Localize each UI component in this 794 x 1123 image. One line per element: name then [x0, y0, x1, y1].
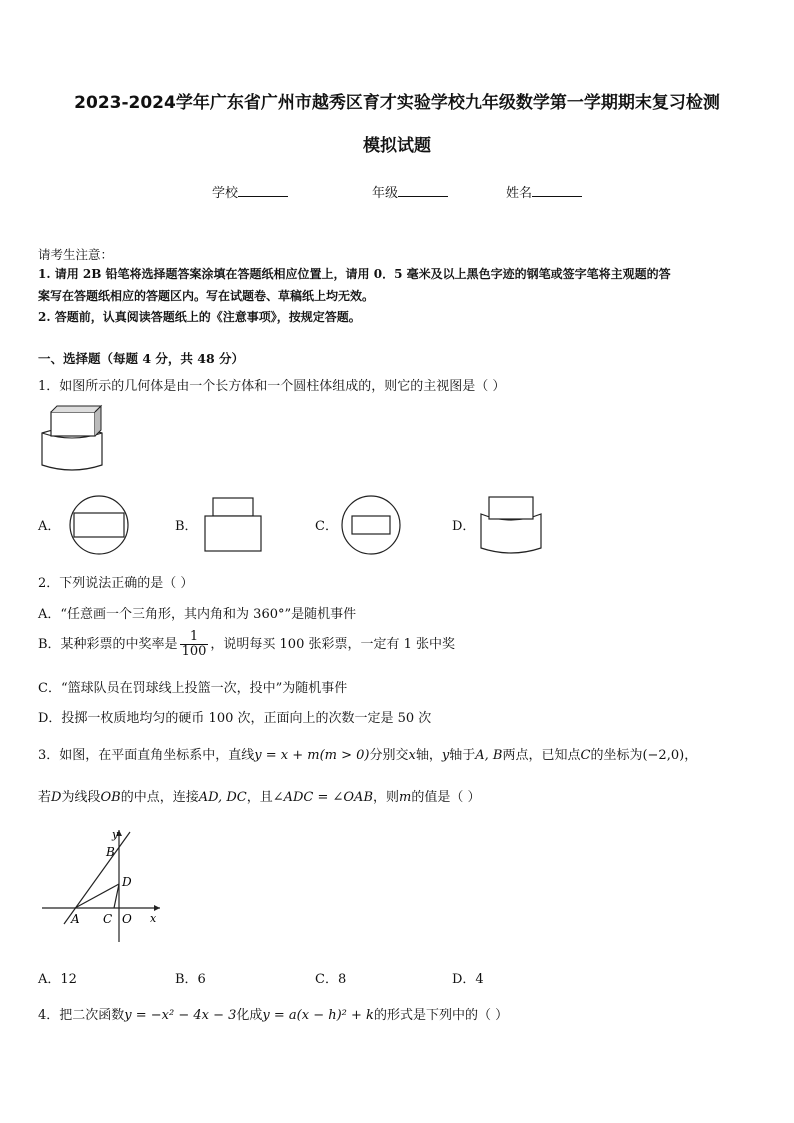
school-blank[interactable]: [238, 184, 288, 197]
q3-text: ，则: [373, 790, 400, 805]
q3-text: ，: [684, 748, 698, 763]
notice-item1-line1: 1. 请用 2B 铅笔将选择题答案涂填在答题纸相应位置上，请用 0．5 毫米及以上黑色字迹的钢笔或签字笔将主观题的答: [38, 267, 671, 281]
q1-option-c-figure[interactable]: [340, 494, 402, 556]
q3-text: 3．如图，在平面直角坐标系中，直线: [38, 748, 255, 763]
q3-option-c[interactable]: C．8: [315, 972, 347, 987]
notice-heading: 请考生注意：: [38, 247, 114, 262]
q3-point-c: C: [580, 748, 591, 763]
q4-text: 4．把二次函数: [38, 1008, 125, 1023]
q3-text: 分别交: [369, 748, 409, 763]
q1-option-c-label[interactable]: C．: [315, 519, 338, 534]
q3-text: 若: [38, 790, 52, 805]
fig-label-d: D: [122, 875, 132, 889]
grade-field[interactable]: [372, 182, 448, 201]
q1-option-d-figure[interactable]: [477, 494, 545, 556]
q3-stem-line2: [38, 786, 481, 805]
q3-text: 的坐标为: [590, 748, 643, 763]
segment-dc: [114, 884, 119, 908]
q3-option-b[interactable]: B．6: [175, 972, 206, 987]
q3-option-d[interactable]: D．4: [452, 972, 484, 987]
q1-option-a-figure[interactable]: [68, 494, 130, 556]
school-field[interactable]: [212, 182, 288, 201]
q3-line-equation: y = x + m: [254, 748, 320, 763]
q3-option-a[interactable]: A．12: [38, 972, 77, 987]
fig-label-o: O: [122, 912, 132, 926]
grade-label: 年级: [372, 186, 399, 201]
q2-stem: 2．下列说法正确的是（ ）: [38, 576, 194, 591]
q1-solid-figure: [38, 403, 108, 478]
name-field[interactable]: [506, 182, 582, 201]
q3-text: 的中点，连接: [120, 790, 199, 805]
q1-option-b-figure[interactable]: [203, 496, 263, 554]
q3-stem-line1: [38, 744, 697, 763]
exam-title-line1: 2023-2024学年广东省广州市越秀区育才实验学校九年级数学第一学期期末复习检测: [74, 93, 720, 113]
q3-text: 的值是（ ）: [411, 790, 481, 805]
q2-fraction: [180, 630, 209, 659]
q4-function-vertex-form: y = a(x − h)² + k: [262, 1008, 374, 1023]
q3-points-ab: A, B: [475, 748, 503, 763]
line-ab: [64, 832, 130, 924]
q3-angle-condition: ∠ADC = ∠OAB: [272, 790, 374, 805]
grade-blank[interactable]: [398, 184, 448, 197]
name-blank[interactable]: [532, 184, 582, 197]
school-label: 学校: [212, 186, 239, 201]
q3-var-m: m: [399, 790, 412, 805]
q3-text: 两点，已知点: [502, 748, 581, 763]
q1-stem: 1．如图所示的几何体是由一个长方体和一个圆柱体组成的，则它的主视图是（ ）: [38, 379, 506, 394]
q3-condition: (m > 0): [319, 748, 370, 763]
q4-stem: [38, 1004, 508, 1023]
exam-title-line2: 模拟试题: [363, 136, 431, 156]
q3-coordinate: (−2,0): [642, 748, 685, 763]
q1-option-b-label[interactable]: B．: [175, 519, 198, 534]
fig-label-y: y: [112, 828, 119, 841]
name-label: 姓名: [506, 186, 533, 201]
q3-text: 为线段: [61, 790, 101, 805]
fig-label-c: C: [103, 912, 113, 926]
q2-option-b-pre: B．某种彩票的中奖率是: [38, 637, 178, 652]
q3-var-y: y: [441, 748, 450, 763]
q2-option-b[interactable]: [38, 630, 455, 659]
q1-option-a-label[interactable]: A．: [38, 519, 61, 534]
fig-label-x: x: [150, 912, 157, 925]
fig-label-a: A: [71, 912, 80, 926]
q4-function-original: y = −x² − 4x − 3: [124, 1008, 237, 1023]
notice-item2: 2. 答题前，认真阅读答题纸上的《注意事项》，按规定答题。: [38, 310, 361, 324]
q3-segment-ob: OB: [100, 790, 121, 805]
q2-option-d[interactable]: D．投掷一枚质地均匀的硬币 100 次，正面向上的次数一定是 50 次: [38, 711, 432, 726]
q1-option-d-label[interactable]: D．: [452, 519, 476, 534]
q3-coordinate-figure: [38, 826, 168, 948]
segment-ad: [75, 884, 119, 908]
notice-item1-line2: 案写在答题纸相应的答题区内。写在试题卷、草稿纸上均无效。: [38, 289, 375, 303]
q3-var-x: x: [408, 748, 416, 763]
q3-segments-ad-dc: AD, DC: [198, 790, 247, 805]
q4-text: 化成: [236, 1008, 263, 1023]
q3-point-d: D: [51, 790, 62, 805]
q2-fraction-num: 1: [180, 630, 209, 645]
q2-fraction-den: 100: [181, 644, 207, 659]
q2-option-b-post: ，说明每买 100 张彩票，一定有 1 张中奖: [210, 637, 456, 652]
section1-heading: 一、选择题（每题 4 分，共 48 分）: [38, 351, 245, 366]
q2-option-a[interactable]: A．“任意画一个三角形，其内角和为 360°”是随机事件: [38, 607, 357, 622]
fig-label-b: B: [106, 845, 115, 859]
q4-text: 的形式是下列中的（ ）: [373, 1008, 509, 1023]
q2-option-c[interactable]: C．“篮球队员在罚球线上投篮一次，投中”为随机事件: [38, 681, 348, 696]
q3-text: 轴，: [415, 748, 442, 763]
q3-text: 轴于: [449, 748, 476, 763]
q3-text: ，且: [246, 790, 273, 805]
